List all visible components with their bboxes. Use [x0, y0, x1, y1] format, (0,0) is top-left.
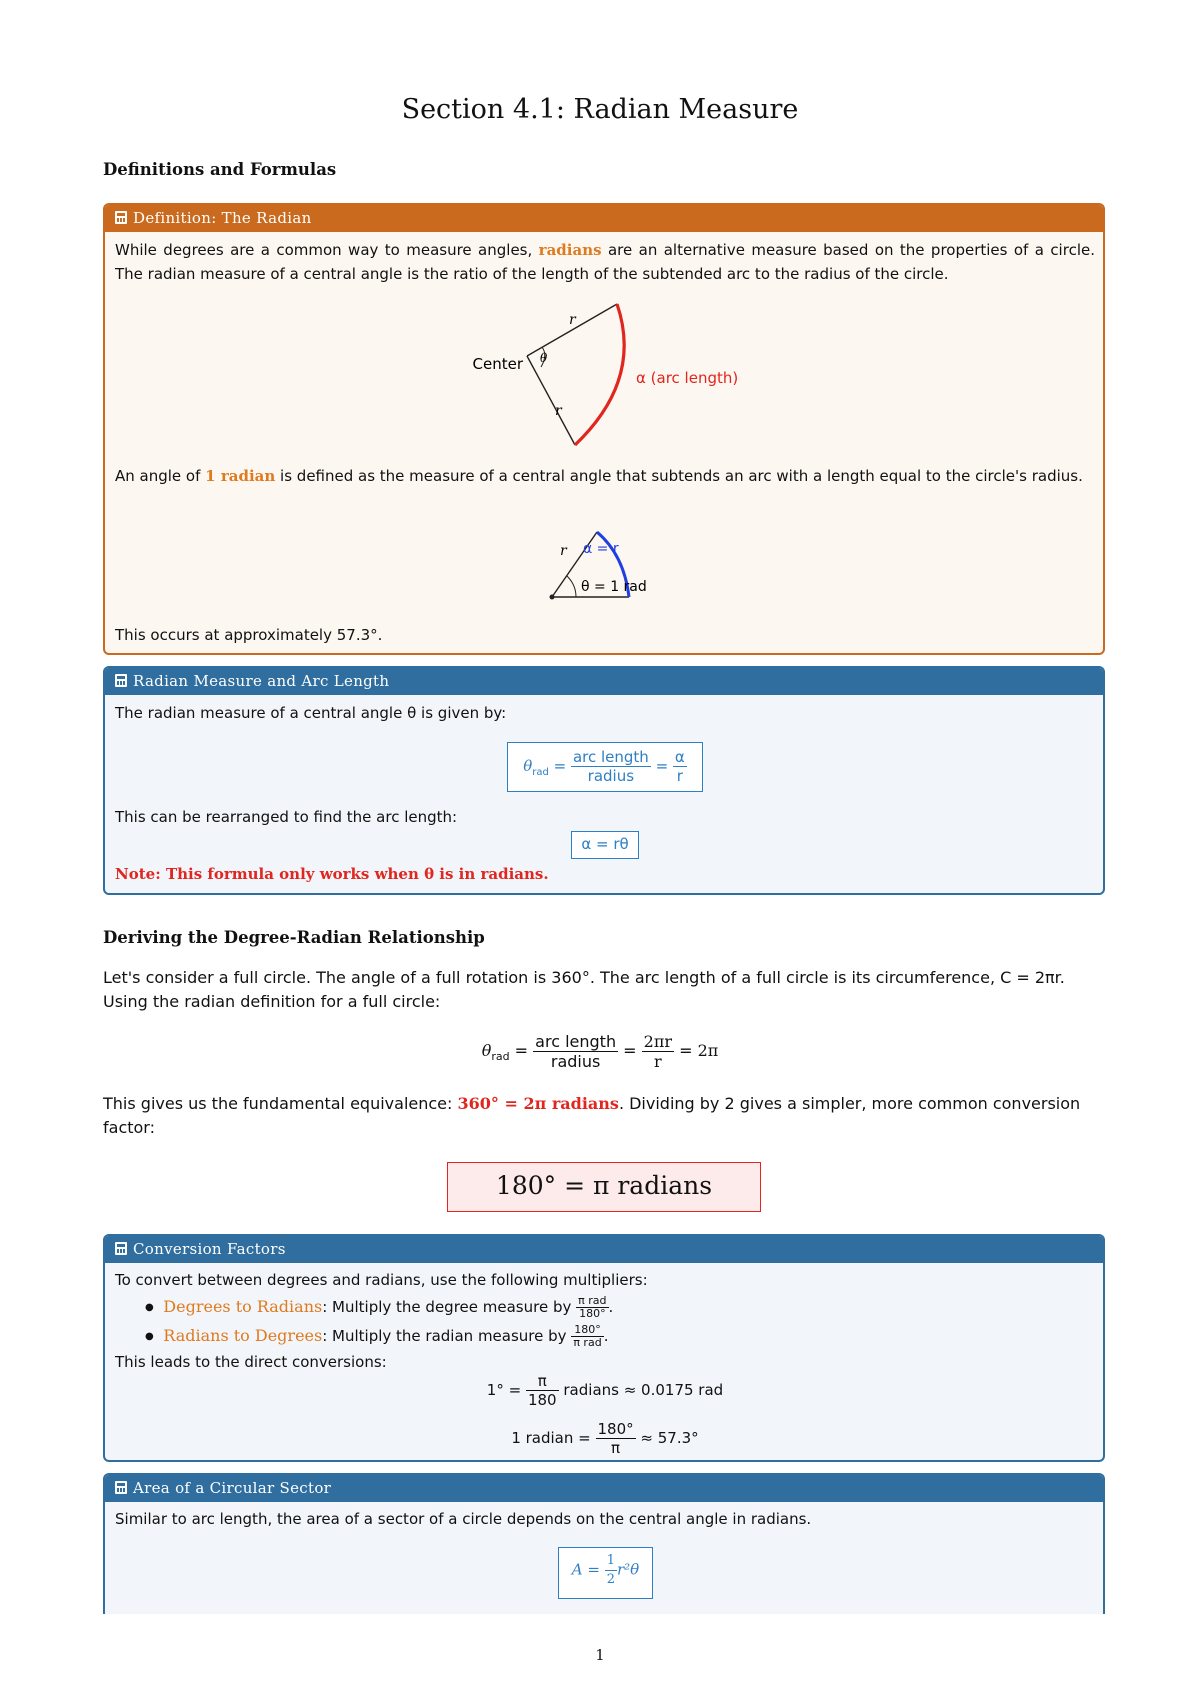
lhs: 1 radian =: [511, 1429, 591, 1447]
text-fragment: An angle of: [115, 467, 201, 485]
sector-area-formula-box: [558, 1547, 653, 1599]
denominator: radius: [550, 1052, 601, 1071]
approximation-paragraph: This occurs at approximately 57.3°.: [115, 626, 383, 644]
arc-length-heading: Radian Measure and Arc Length: [133, 672, 390, 690]
sector-area-box: [103, 1473, 1105, 1614]
radius-label-bottom: r: [555, 403, 562, 419]
rhs: r²θ: [617, 1560, 640, 1579]
fraction-arc-over-radius: [571, 748, 651, 785]
equivalence-paragraph: [103, 1092, 1105, 1140]
denominator: 180°: [579, 1307, 606, 1320]
numerator: π: [526, 1372, 559, 1391]
fraction-pi-over-180: [526, 1372, 559, 1409]
conversion-factors-heading: Conversion Factors: [133, 1240, 286, 1258]
lhs: A =: [571, 1560, 600, 1579]
degree-conversion-equation: [105, 1372, 1105, 1409]
text-fragment: While degrees are a common way to measure angles,: [115, 241, 533, 259]
text-fragment: This gives us the fundamental equivalence:: [103, 1094, 453, 1113]
conversion-intro: To convert between degrees and radians, use the following multipliers:: [115, 1271, 648, 1289]
fraction-one-half: [605, 1552, 617, 1589]
arc-length-formula-box: α = rθ: [571, 831, 639, 859]
deriving-paragraph: Let's consider a full circle. The angle of a full rotation is 360°. The arc length of a full circle is its circumference, C = 2πr. Using the radian definition for a full circle:: [103, 968, 1065, 1011]
conversion-factors-box: [103, 1234, 1105, 1462]
arc-length-intro: The radian measure of a central angle θ is given by:: [115, 704, 507, 722]
numerator: 1: [605, 1552, 617, 1571]
theta-label: θ: [540, 351, 548, 365]
rhs: radians ≈ 0.0175 rad: [563, 1381, 724, 1399]
denominator: π rad: [573, 1336, 602, 1349]
calculator-icon: [115, 1242, 127, 1255]
derivation-equation: $\theta_{rad}$ = $\frac{\text{arc length}}{\text{radius}}$ = $\frac{2\pi r}{r}$ = 2π: [481, 1032, 719, 1071]
fraction-180-over-pi: [596, 1420, 636, 1457]
numerator: arc length: [572, 748, 649, 766]
denominator: 180: [527, 1391, 557, 1409]
page-title: Section 4.1: Radian Measure: [401, 94, 799, 125]
conversion-item-rad-to-deg: ● Radians to Degrees: Multiply the radian measure by $\frac{180^\circ}{\text{π rad}}$ .: [145, 1323, 609, 1349]
numerator: 2πr: [643, 1032, 673, 1051]
radian-formula-box: $\theta_{rad}$ = $\frac{\text{arc length}}{\text{radius}}$ = $\frac{\alpha}{r}$: [507, 742, 703, 792]
sector-area-header: [105, 1475, 1103, 1502]
numerator: 180°: [597, 1420, 634, 1438]
arc-length-box: [103, 666, 1105, 895]
bullet-icon: ●: [145, 1331, 154, 1342]
bullet-icon: ●: [145, 1302, 154, 1313]
angle-mark: [567, 576, 576, 597]
fraction-arc-over-radius: [533, 1032, 618, 1071]
denominator: 2: [606, 1572, 615, 1587]
numerator: α: [674, 748, 685, 766]
item-text: : Multiply the degree measure by: [322, 1298, 572, 1316]
fraction-pi-over-180: [576, 1295, 608, 1320]
lhs: 1° =: [486, 1381, 522, 1399]
rearrange-text: This can be rearranged to find the arc length:: [115, 808, 458, 826]
fraction-180-over-pi: [571, 1324, 603, 1349]
item-text: : Multiply the radian measure by: [322, 1327, 567, 1345]
keyword-one-radian: 1 radian: [205, 467, 276, 485]
theta-symbol: θ: [481, 1041, 492, 1060]
fraction-alpha-over-r: [673, 748, 687, 785]
item-label: Degrees to Radians: [163, 1297, 323, 1316]
conversion-item-deg-to-rad: ● Degrees to Radians: Multiply the degree measure by $\frac{\text{π rad}}{180^\circ}$ .: [145, 1294, 614, 1320]
numerator: 180°: [571, 1324, 603, 1337]
radian-definition-box: [103, 203, 1105, 655]
rhs: ≈ 57.3°: [640, 1429, 699, 1447]
page-number: 1: [595, 1646, 605, 1664]
sector-area-heading: Area of a Circular Sector: [133, 1479, 332, 1497]
radian-definition-heading: Definition: The Radian: [133, 209, 312, 227]
radian-conversion-equation: [105, 1420, 1105, 1457]
rad-subscript: rad: [532, 767, 549, 778]
item-label: Radians to Degrees: [163, 1326, 323, 1345]
text-fragment: are an alternative measure based on the properties of a circle. The radian measure of a central angle is the ratio of the length of the subtended arc to the radius of the circle.: [115, 241, 1095, 283]
one-radian-figure: [105, 205, 1105, 655]
rad-subscript: rad: [491, 1050, 510, 1064]
radius-label-top: r: [569, 312, 576, 328]
numerator: arc length: [535, 1032, 617, 1051]
keyword-radians: radians: [538, 241, 602, 259]
numerator: π rad: [578, 1294, 607, 1307]
fraction-2pir-over-r: [642, 1032, 674, 1071]
denominator: π: [611, 1439, 621, 1457]
key-result-box: 180° = π radians: [447, 1162, 761, 1212]
theta-symbol: θ: [523, 757, 533, 775]
section-heading-deriving: Deriving the Degree-Radian Relationship: [103, 928, 485, 947]
conversion-lead: This leads to the direct conversions:: [115, 1353, 387, 1371]
keyword-equivalence: 360° = 2π radians: [457, 1094, 619, 1113]
text-fragment: is defined as the measure of a central angle that subtends an arc with a length equal to the circle's radius.: [280, 467, 1083, 485]
result-2pi: 2π: [697, 1041, 719, 1060]
center-label: Center: [472, 355, 523, 373]
radius-label: r: [560, 543, 567, 559]
denominator: r: [654, 1052, 662, 1071]
calculator-icon: [115, 674, 127, 687]
text-fragment: . Dividing by 2 gives a simpler, more common conversion factor:: [103, 1094, 1081, 1137]
conversion-factors-header: [105, 1236, 1103, 1263]
arc-length-label: α (arc length): [636, 369, 739, 387]
calculator-icon: [115, 1481, 127, 1494]
denominator: r: [676, 767, 683, 785]
section-heading-definitions: Definitions and Formulas: [103, 160, 337, 179]
center-point: [550, 595, 555, 600]
sector-area-intro: Similar to arc length, the area of a sector of a circle depends on the central angle in radians.: [115, 1510, 812, 1528]
angle-label: θ = 1 rad: [581, 579, 647, 595]
arc-length-header: [105, 668, 1103, 695]
denominator: radius: [587, 767, 635, 785]
note-text: Note: This formula only works when θ is in radians.: [115, 865, 549, 883]
arc-label: α = r: [583, 541, 619, 557]
